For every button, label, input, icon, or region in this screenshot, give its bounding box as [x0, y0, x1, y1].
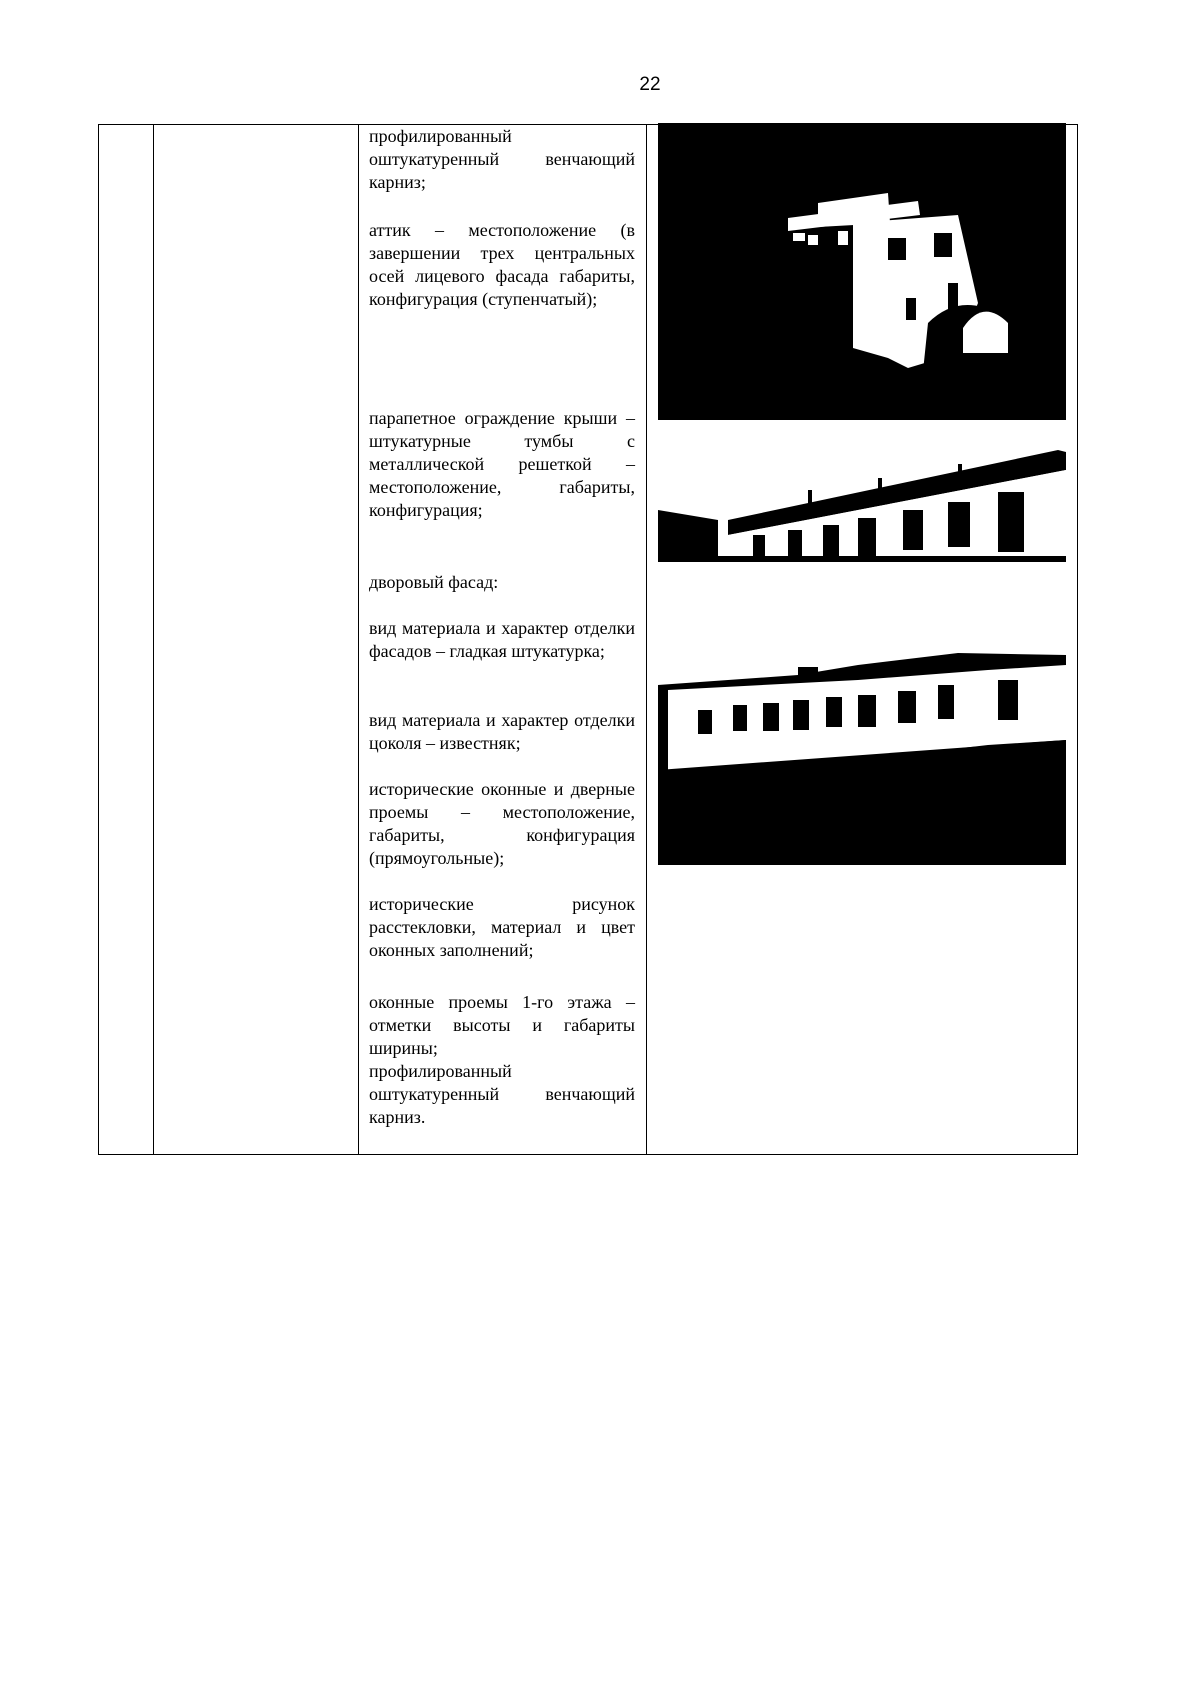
number-cell: [99, 125, 154, 1155]
feature-attic: аттик – местоположение (в завершении трех центральных осей лицевого фасада габариты, конфигурация (ступенчатый);: [369, 220, 635, 309]
feature-openings: исторические оконные и дверные проемы – местоположение, габариты, конфигурация (прямоугольные);: [369, 779, 635, 868]
parapet-facade-photo: [658, 430, 1066, 562]
courtyard-facade-photo: [658, 645, 1066, 865]
attic-facade-photo: [658, 123, 1066, 420]
protected-features-table: [98, 124, 1078, 1155]
features-description-cell: [359, 125, 647, 1155]
feature-plinth-finish: вид материала и характер отделки цоколя – известняк;: [369, 710, 635, 753]
feature-glazing: исторические рисунок расстекловки, материал и цвет оконных заполнений;: [369, 894, 635, 960]
feature-cornice-main: профилированный оштукатуренный венчающий карниз;: [369, 126, 635, 192]
feature-ground-floor-openings: оконные проемы 1-го этажа – отметки высоты и габариты ширины;: [369, 992, 635, 1058]
courtyard-facade-heading: дворовый фасад:: [369, 572, 499, 592]
feature-parapet: парапетное ограждение крыши – штукатурные тумбы с металлической решеткой – местоположение, габариты, конфигурация;: [369, 408, 635, 520]
feature-cornice-courtyard: профилированный оштукатуренный венчающий карниз.: [369, 1061, 635, 1127]
object-name-cell: [154, 125, 359, 1155]
page-number: 22: [639, 74, 661, 95]
photo-cell: [647, 125, 1078, 1155]
feature-facade-finish: вид материала и характер отделки фасадов – гладкая штукатурка;: [369, 618, 635, 661]
table-row: [99, 125, 1078, 1155]
